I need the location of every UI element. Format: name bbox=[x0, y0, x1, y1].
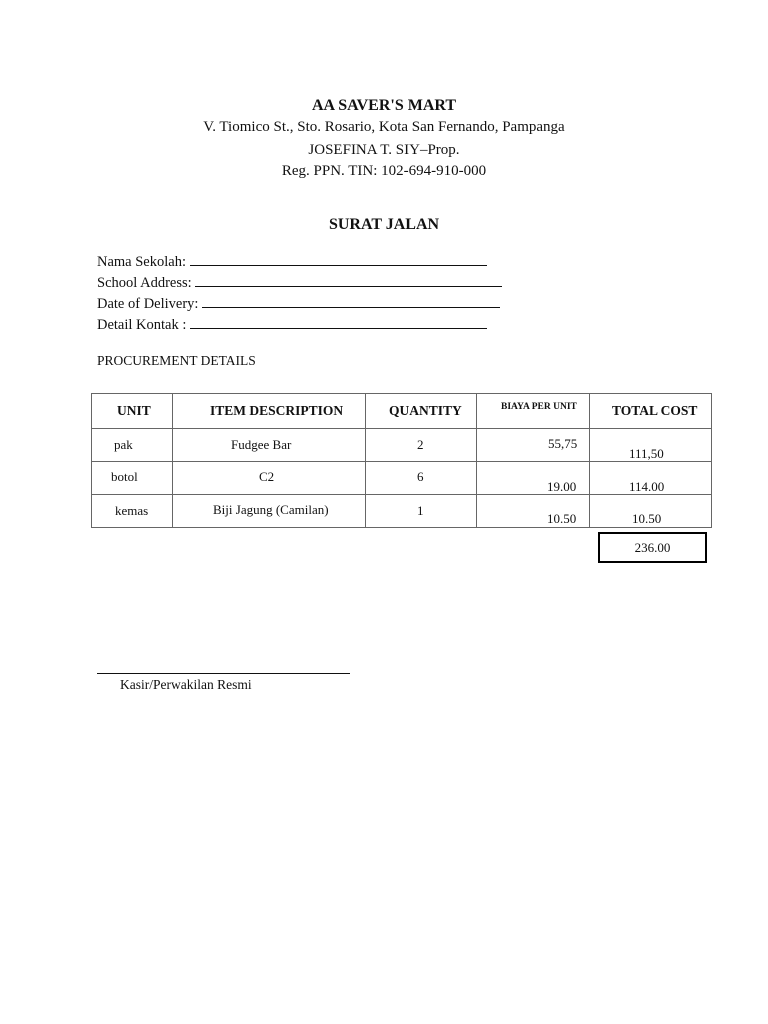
blank-line bbox=[190, 251, 487, 266]
cell-quantity: 6 bbox=[366, 462, 477, 495]
cell-total: 111,50 bbox=[590, 429, 712, 462]
document-title: SURAT JALAN bbox=[328, 216, 440, 233]
cell-quantity: 2 bbox=[366, 429, 477, 462]
field-delivery-date bbox=[97, 293, 500, 313]
store-address: V. Tiomico St., Sto. Rosario, Kota San Fernando, Pampanga bbox=[203, 119, 565, 135]
header-unit-cost: BIAYA PER UNIT bbox=[477, 394, 590, 429]
cell-unit: botol bbox=[92, 462, 173, 495]
table-row bbox=[92, 462, 712, 495]
field-label: Date of Delivery: bbox=[97, 296, 199, 312]
field-label: Nama Sekolah: bbox=[97, 254, 186, 270]
header-item-description: ITEM DESCRIPTION bbox=[173, 394, 366, 429]
cell-unit-cost: 10.50 bbox=[477, 495, 590, 528]
cell-item: Fudgee Bar bbox=[173, 429, 366, 462]
table-row bbox=[92, 429, 712, 462]
cell-unit-cost: 55,75 bbox=[477, 429, 590, 462]
table-row bbox=[92, 495, 712, 528]
cell-total: 10.50 bbox=[590, 495, 712, 528]
field-label: School Address: bbox=[97, 275, 192, 291]
field-school-address bbox=[97, 272, 502, 292]
blank-line bbox=[190, 314, 487, 329]
procurement-table bbox=[91, 393, 712, 528]
store-tin: Reg. PPN. TIN: 102-694-910-000 bbox=[281, 163, 487, 179]
store-name: AA SAVER'S MART bbox=[311, 97, 457, 114]
cell-unit-cost: 19.00 bbox=[477, 462, 590, 495]
cell-item: C2 bbox=[173, 462, 366, 495]
cell-quantity: 1 bbox=[366, 495, 477, 528]
cell-unit: pak bbox=[92, 429, 173, 462]
store-owner: JOSEFINA T. SIY–Prop. bbox=[308, 142, 460, 158]
signature-label: Kasir/Perwakilan Resmi bbox=[120, 677, 252, 692]
signature-line bbox=[97, 673, 350, 674]
header-quantity: QUANTITY bbox=[366, 394, 477, 429]
table-header-row bbox=[92, 394, 712, 429]
cell-item: Biji Jagung (Camilan) bbox=[173, 495, 366, 528]
field-contact bbox=[97, 314, 487, 334]
grand-total-box: 236.00 bbox=[598, 532, 707, 563]
cell-total: 114.00 bbox=[590, 462, 712, 495]
section-title: PROCUREMENT DETAILS bbox=[97, 353, 256, 368]
cell-unit: kemas bbox=[92, 495, 173, 528]
blank-line bbox=[195, 272, 502, 287]
blank-line bbox=[202, 293, 500, 308]
field-school-name bbox=[97, 251, 487, 271]
header-total-cost: TOTAL COST bbox=[590, 394, 712, 429]
field-label: Detail Kontak : bbox=[97, 317, 187, 333]
header-unit: UNIT bbox=[92, 394, 173, 429]
